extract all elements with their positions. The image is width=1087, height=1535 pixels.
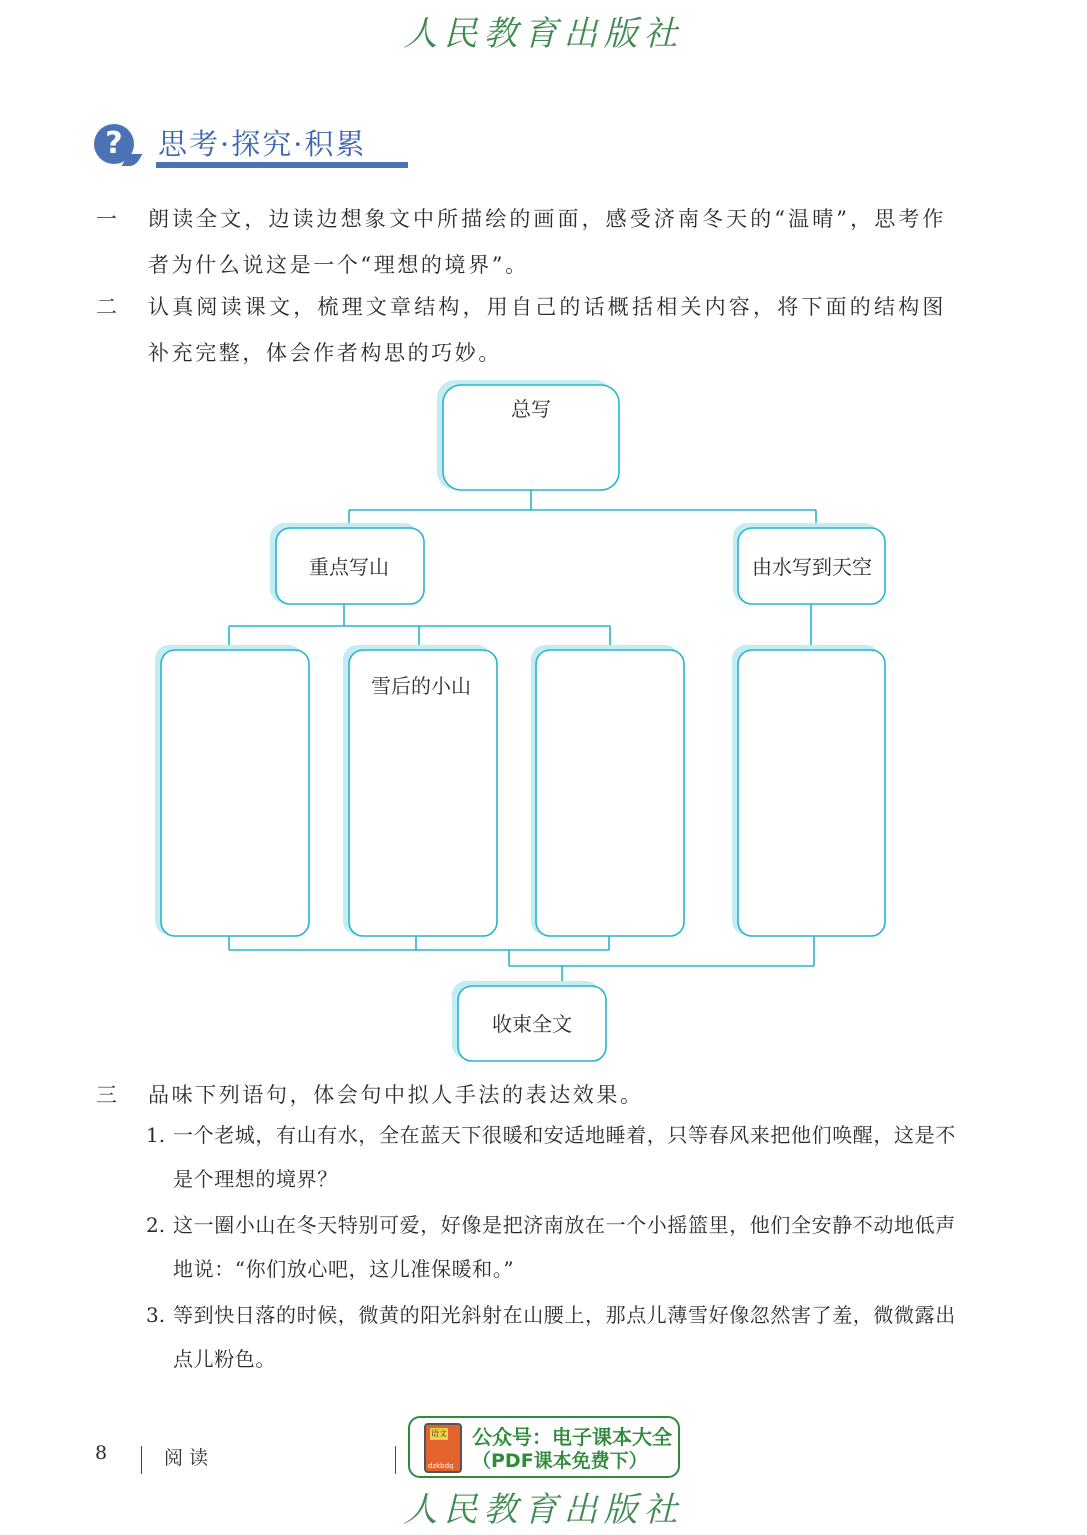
list-item: [146, 1203, 956, 1291]
sentence-list: [146, 1113, 956, 1383]
question-icon: ?: [94, 124, 134, 164]
badge-line-2: （PDF课本免费下）: [472, 1450, 648, 1472]
book-icon: [424, 1423, 462, 1473]
box-top-label: 总写: [511, 397, 551, 421]
question-number: 二: [96, 295, 117, 319]
list-item: [146, 1113, 956, 1201]
page-number: 8: [95, 1442, 108, 1464]
box-leaf-1: [155, 645, 309, 936]
box-leaf-3: [531, 645, 684, 936]
list-item-number: 2.: [146, 1213, 166, 1237]
footer-divider: [395, 1446, 396, 1474]
wechat-badge[interactable]: [408, 1416, 680, 1478]
badge-line-1: 公众号：电子课本大全: [472, 1425, 672, 1449]
list-item-text: 这一圈小山在冬天特别可爱，好像是把济南放在一个小摇篮里，他们全安静不动地低声地说：“你们放心吧，这儿准保暖和。”: [173, 1213, 956, 1281]
list-item-text: 一个老城，有山有水，全在蓝天下很暖和安适地睡着，只等春风来把他们唤醒，这是不是个理想的境界？: [173, 1123, 956, 1191]
question-3: [96, 1072, 946, 1118]
book-icon-tag: 语文: [431, 1429, 447, 1438]
publisher-logo-bottom: 人民教育出版社: [403, 1490, 684, 1530]
book-icon-caption: dzkbdq: [428, 1462, 454, 1470]
box-bottom-label: 收束全文: [492, 1012, 572, 1036]
section-title: 思考·探究·积累: [158, 127, 367, 161]
box-left-branch: [270, 523, 424, 604]
box-leaf-4: [732, 645, 885, 936]
footer-section-label: 阅读: [164, 1447, 215, 1469]
question-number: 三: [96, 1083, 117, 1107]
question-number: 一: [96, 207, 117, 231]
footer-divider: [141, 1446, 142, 1474]
list-item-text: 等到快日落的时候，微黄的阳光斜射在山腰上，那点儿薄雪好像忽然害了羞，微微露出点儿粉色。: [173, 1303, 956, 1371]
list-item-number: 3.: [146, 1303, 166, 1327]
list-item: [146, 1293, 956, 1381]
box-leaf-2: [343, 645, 497, 936]
box-right-branch-label: 由水写到天空: [752, 555, 872, 579]
box-left-branch-label: 重点写山: [309, 555, 389, 579]
list-item-number: 1.: [146, 1123, 166, 1147]
box-leaf-2-label: 雪后的小山: [371, 674, 471, 698]
publisher-logo-top: 人民教育出版社: [403, 14, 684, 54]
question-text: 品味下列语句，体会句中拟人手法的表达效果。: [148, 1083, 644, 1107]
question-text: 朗读全文，边读边想象文中所描绘的画面，感受济南冬天的“温晴”，思考作者为什么说这是一个“理想的境界”。: [148, 207, 946, 277]
question-text: 认真阅读课文，梳理文章结构，用自己的话概括相关内容，将下面的结构图补充完整，体会作者构思的巧妙。: [148, 295, 946, 365]
box-bottom: [452, 981, 606, 1061]
box-top: [437, 380, 619, 490]
box-right-branch: [733, 523, 885, 604]
